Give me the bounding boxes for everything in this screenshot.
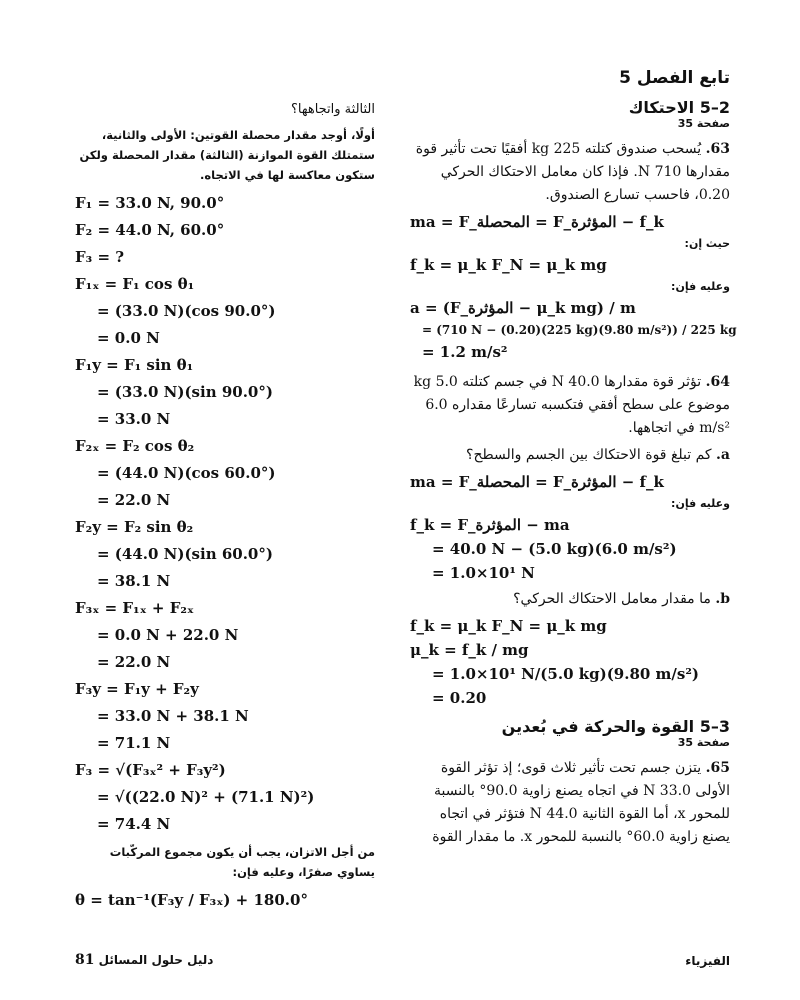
left-eq-line: F₃y = F₁y + F₂y bbox=[75, 680, 199, 698]
section-title-friction: 2–5 الاحتكاك bbox=[628, 98, 730, 117]
left-eq-line: = 33.0 N bbox=[97, 410, 171, 428]
eq-63-3: a = (F_المؤثرة − μ_k mg) / m bbox=[410, 299, 636, 317]
left-eq-line: = 33.0 N + 38.1 N bbox=[97, 707, 249, 725]
continuation-header: الثالثة واتجاهها؟ bbox=[290, 102, 375, 117]
note-63-2: وعليه فإن: bbox=[671, 280, 730, 293]
intro-note: أولًا، أوجد مقدار محصلة القوتين: الأولى والثانية، ستمتلك القوة الموازنة (الثالثة) مقدار المحصلة ولكن ستكون معاكسة لها في الاتجاه. bbox=[79, 128, 375, 182]
left-eq-line: F₁y = F₁ sin θ₁ bbox=[75, 356, 194, 374]
eq-64a-3: = 40.0 N − (5.0 kg)(6.0 m/s²) bbox=[432, 540, 677, 558]
left-eq-line: F₃ₓ = F₁ₓ + F₂ₓ bbox=[75, 599, 195, 617]
left-eq-line: = (44.0 N)(cos 60.0°) bbox=[97, 464, 276, 482]
left-eq-line: F₃ = ? bbox=[75, 248, 125, 266]
left-eq-line: = √((22.0 N)² + (71.1 N)²) bbox=[97, 788, 315, 806]
problem-65: 65. يتزن جسم تحت تأثير ثلاث قوى؛ إذ تؤثر القوة الأولى 33.0 N في اتجاه يصنع زاوية 90.0° بالنسبة للمحور x، أما القوة الثانية 44.0 N فتؤثر في اتجاه يصنع زاوية 60.0° بالنسبة للمحور x. ما مقدار القوة bbox=[432, 760, 730, 845]
problem-64: 64. تؤثر قوة مقدارها 40.0 N في جسم كتلته 5.0 kg موضوع على سطح أفقي فتكسبه تسارعًا مقداره 6.0 m/s² في اتجاهها. bbox=[413, 374, 730, 436]
footer-book bbox=[75, 952, 213, 968]
eq-64b-2: μ_k = f_k / mg bbox=[410, 641, 529, 659]
left-eq-line: F₃ = √(F₃ₓ² + F₃y²) bbox=[75, 761, 226, 779]
problem-63: 63. يُسحب صندوق كتلته 225 kg أفقيًا تحت تأثير قوة مقدارها 710 N. فإذا كان معامل الاحتكاك الحركي 0.20، فاحسب تسارع الصندوق. bbox=[415, 141, 730, 203]
left-eq-line: F₁ = 33.0 N, 90.0° bbox=[75, 194, 225, 212]
final-angle-eq: θ = tan⁻¹(F₃y / F₃ₓ) + 180.0° bbox=[75, 891, 308, 909]
problem-65-text: يتزن جسم تحت تأثير ثلاث قوى؛ إذ تؤثر القوة الأولى 33.0 N في اتجاه يصنع زاوية 90.0° بالنسبة للمحور x، أما القوة الثانية 44.0 N فتؤثر في اتجاه يصنع زاوية 60.0° بالنسبة للمحور x. ما مقدار القوة bbox=[432, 760, 730, 845]
left-eq-line: = 38.1 N bbox=[97, 572, 171, 590]
section-title-2d: 3–5 القوة والحركة في بُعدين bbox=[501, 717, 730, 736]
left-column bbox=[75, 60, 375, 960]
left-eq-line: = (44.0 N)(sin 60.0°) bbox=[97, 545, 273, 563]
eq-63-1: ma = F_المحصلة = F_المؤثرة − f_k bbox=[410, 213, 664, 231]
eq-64a-2: f_k = F_المؤثرة − ma bbox=[410, 516, 570, 534]
left-eq-line: F₂ = 44.0 N, 60.0° bbox=[75, 221, 225, 239]
chapter-title: تابع الفصل 5 bbox=[619, 68, 730, 88]
equilibrium-note: من أجل الاتزان، يجب أن يكون مجموع المركّبات يساوي صفرًا، وعليه فإن: bbox=[109, 845, 375, 879]
left-eq-line: = (33.0 N)(sin 90.0°) bbox=[97, 383, 273, 401]
section-page-ref-2: صفحة 35 bbox=[677, 736, 730, 749]
left-eq-line: = 22.0 N bbox=[97, 653, 171, 671]
left-eq-line: F₁ₓ = F₁ cos θ₁ bbox=[75, 275, 195, 293]
eq-63-4: = (710 N − (0.20)(225 kg)(9.80 m/s²)) / 225 kg bbox=[422, 323, 737, 337]
left-eq-line: = (33.0 N)(cos 90.0°) bbox=[97, 302, 276, 320]
left-eq-line: = 0.0 N + 22.0 N bbox=[97, 626, 239, 644]
page-number: 81 bbox=[75, 952, 95, 968]
left-eq-line: = 0.0 N bbox=[97, 329, 160, 347]
left-eq-line: = 74.4 N bbox=[97, 815, 171, 833]
problem-64b: b. ما مقدار معامل الاحتكاك الحركي؟ bbox=[513, 591, 730, 607]
left-eq-line: = 22.0 N bbox=[97, 491, 171, 509]
eq-64b-1: f_k = μ_k F_N = μ_k mg bbox=[410, 617, 607, 635]
left-eq-line: = 71.1 N bbox=[97, 734, 171, 752]
left-equations bbox=[75, 194, 375, 833]
note-64a: وعليه فإن: bbox=[671, 497, 730, 510]
problem-64a: a. كم تبلغ قوة الاحتكاك بين الجسم والسطح؟ bbox=[466, 447, 730, 463]
problem-64-text: تؤثر قوة مقدارها 40.0 N في جسم كتلته 5.0 kg موضوع على سطح أفقي فتكسبه تسارعًا مقداره 6.0 m/s² في اتجاهها. bbox=[413, 374, 730, 436]
right-column bbox=[410, 60, 737, 960]
footer-subject: الفيزياء bbox=[685, 954, 730, 968]
eq-64a-4: = 1.0×10¹ N bbox=[432, 564, 535, 582]
note-63-1: حيث إن: bbox=[684, 237, 730, 250]
eq-64a-1: ma = F_المحصلة = F_المؤثرة − f_k bbox=[410, 473, 664, 491]
problem-63-text: يُسحب صندوق كتلته 225 kg أفقيًا تحت تأثير قوة مقدارها 710 N. فإذا كان معامل الاحتكاك الحركي 0.20، فاحسب تسارع الصندوق. bbox=[415, 141, 730, 203]
book-title: دليل حلول المسائل bbox=[98, 953, 214, 967]
eq-64b-4: = 0.20 bbox=[432, 689, 487, 707]
left-eq-line: F₂ₓ = F₂ cos θ₂ bbox=[75, 437, 195, 455]
eq-63-2: f_k = μ_k F_N = μ_k mg bbox=[410, 256, 607, 274]
eq-64b-3: = 1.0×10¹ N/(5.0 kg)(9.80 m/s²) bbox=[432, 665, 700, 683]
eq-63-5: = 1.2 m/s² bbox=[422, 343, 508, 361]
left-eq-line: F₂y = F₂ sin θ₂ bbox=[75, 518, 194, 536]
section-page-ref: صفحة 35 bbox=[677, 117, 730, 130]
